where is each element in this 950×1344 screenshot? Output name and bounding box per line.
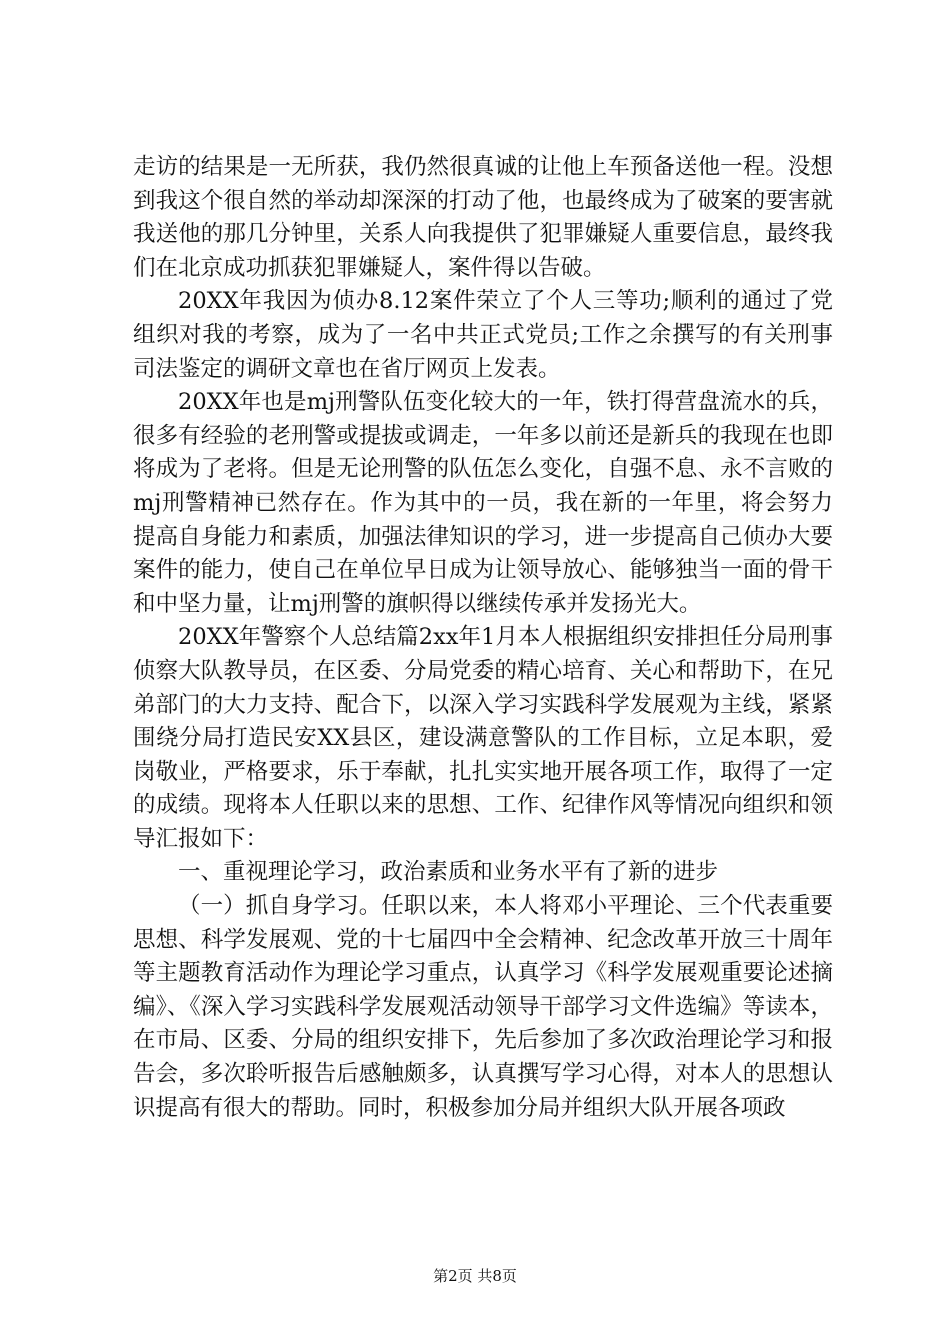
document-body xyxy=(133,151,833,1125)
section-heading-theory-study: 一、重视理论学习，政治素质和业务水平有了新的进步 xyxy=(178,859,719,886)
page-footer: 第2页 共8页 xyxy=(433,1267,517,1285)
paragraph-summary-intro: 20XX年警察个人总结篇2xx年1月本人根据组织安排担任分局刑事侦察大队教导员，在区委、分局党委的精心培育、关心和帮助下，在兄弟部门的大力支持、配合下，以深入学习实践科学发展观为主线，紧紧围绕分局打造民安XX县区，建设满意警队的工作目标，立足本职，爱岗敬业，严格要求，乐于奉献，扎扎实实地开展各项工作，取得了一定的成绩。现将本人任职以来的思想、工作、纪律作风等情况向组织和领导汇报如下： xyxy=(133,624,833,852)
paragraph-case-visit: 走访的结果是一无所获，我仍然很真诚的让他上车预备送他一程。没想到我这个很自然的举动却深深的打动了他，也最终成为了破案的要害就我送他的那几分钟里，关系人向我提供了犯罪嫌疑人重要信息，最终我们在北京成功抓获犯罪嫌疑人，案件得以告破。 xyxy=(133,154,833,281)
paragraph-merit-award: 20XX年我因为侦办8.12案件荣立了个人三等功;顺利的通过了党组织对我的考察，成为了一名中共正式党员;工作之余撰写的有关刑事司法鉴定的调研文章也在省厅网页上发表。 xyxy=(133,288,833,382)
paragraph-team-changes: 20XX年也是mj刑警队伍变化较大的一年，铁打得营盘流水的兵，很多有经验的老刑警或提拔或调走，一年多以前还是新兵的我现在也即将成为了老将。但是无论刑警的队伍怎么变化，自强不息、永不言败的mj刑警精神已然存在。作为其中的一员，我在新的一年里，将会努力提高自身能力和素质，加强法律知识的学习，进一步提高自己侦办大要案件的能力，使自己在单位早日成为让领导放心、能够独当一面的骨干和中坚力量，让mj刑警的旗帜得以继续传承并发扬光大。 xyxy=(133,389,833,617)
paragraph-self-study: （一）抓自身学习。任职以来，本人将邓小平理论、三个代表重要思想、科学发展观、党的十七届四中全会精神、纪念改革开放三十周年等主题教育活动作为理论学习重点，认真学习《科学发展观重要论述摘编》、《深入学习实践科学发展观活动领导干部学习文件选编》等读本，在市局、区委、分局的组织安排下，先后参加了多次政治理论学习和报告会，多次聆听报告后感触颇多，认真撰写学习心得，对本人的思想认识提高有很大的帮助。同时，积极参加分局并组织大队开展各项政 xyxy=(133,893,833,1121)
